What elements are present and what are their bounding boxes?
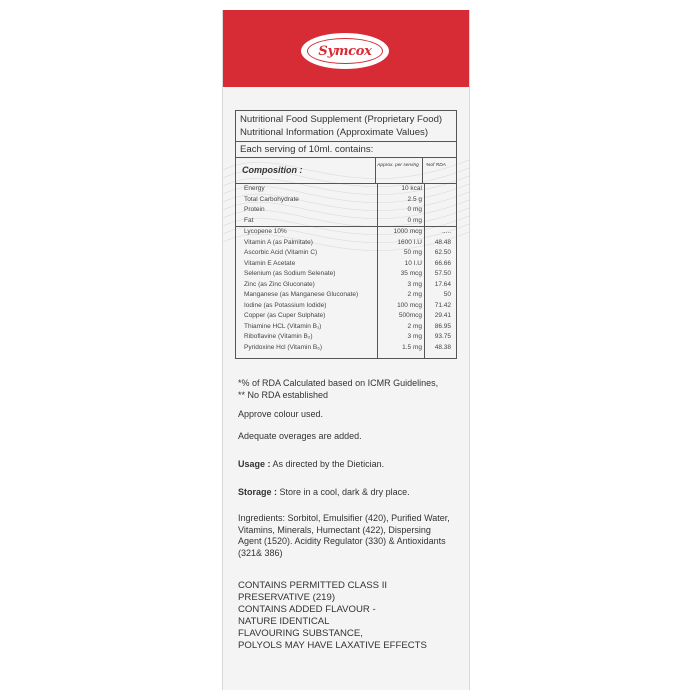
storage-label: Storage : <box>238 487 278 497</box>
nutrient-row <box>236 280 456 291</box>
nutrient-row <box>236 227 456 238</box>
nutrient-rda: 57.50 <box>434 270 451 277</box>
nutrient-rda: 93.75 <box>434 333 451 340</box>
colour-note: Approve colour used. <box>238 409 324 419</box>
nutrient-rda <box>425 216 454 227</box>
no-rda-note: ** No RDA established <box>238 389 329 400</box>
warning-line: CONTAINS ADDED FLAVOUR - <box>238 604 376 615</box>
ingredients-text: Ingredients: Sorbitol, Emulsifier (420), Purified Water, Vitamins, Minerals, Humectant (422), Dispersing Agent (1520). Acidity Regulator (330) & Antioxidants (321& 386) <box>238 513 450 558</box>
nutrient-amount: 3 mg <box>378 280 425 291</box>
usage-label: Usage : <box>238 459 271 469</box>
composition-label: Composition : <box>236 158 376 183</box>
nutrient-rda: 86.95 <box>434 322 451 330</box>
nutrient-rda: ..... <box>441 228 451 235</box>
usage-text: As directed by the Dietician. <box>270 459 385 469</box>
nutrient-name: Selenium (as Sodium Selenate) <box>236 269 378 280</box>
nutrient-amount: 35 mcg <box>378 269 425 280</box>
nutrient-row <box>236 184 456 195</box>
nutrient-amount: 50 mg <box>378 248 425 259</box>
nutrient-name: Iodine (as Potassium Iodide) <box>236 301 378 312</box>
nutrient-amount: 2 mg <box>378 290 425 301</box>
nutrient-row <box>236 238 456 249</box>
nutrient-amount: 2 mg <box>378 322 425 333</box>
nutrient-amount: 0 mg <box>378 205 425 216</box>
nutrient-row <box>236 290 456 301</box>
nutrient-amount: 500mcg <box>378 311 425 322</box>
nutrient-row <box>236 311 456 322</box>
nutrient-rda: 71.42 <box>434 301 451 309</box>
rda-note-block <box>238 378 453 401</box>
warning-line: POLYOLS MAY HAVE LAXATIVE EFFECTS <box>238 640 427 651</box>
nutrient-row <box>236 269 456 280</box>
nutrient-name: Manganese (as Manganese Gluconate) <box>236 290 378 301</box>
table-subtitle: Nutritional Information (Approximate Values) <box>240 127 429 138</box>
warning-line: PRESERVATIVE (219) <box>238 592 336 603</box>
nutrient-row <box>236 259 456 270</box>
table-spacer <box>236 353 456 358</box>
nutrient-amount: 1.5 mg <box>378 343 425 354</box>
nutrient-amount: 1600 I.U <box>378 238 425 249</box>
nutrient-row <box>236 343 456 354</box>
nutrient-rda: 48.48 <box>434 238 451 246</box>
nutrient-name: Lycopene 10% <box>236 227 378 238</box>
nutrient-amount: 100 mcg <box>378 301 425 312</box>
warning-line: CONTAINS PERMITTED CLASS II <box>238 580 388 591</box>
serving-size: Each serving of 10ml. contains: <box>236 141 456 158</box>
nutrient-rda: 62.50 <box>434 249 451 256</box>
nutrient-amount: 0 mg <box>378 216 425 227</box>
nutrient-rda: 48.38 <box>434 343 451 351</box>
symcox-logo <box>303 35 387 67</box>
nutrient-rda <box>425 184 454 195</box>
nutrient-name: Copper (as Cuper Sulphate) <box>236 311 378 322</box>
nutrient-name: Ascorbic Acid (Vitamin C) <box>236 248 378 259</box>
nutrient-name: Fat <box>236 216 378 227</box>
brand-header <box>223 10 469 87</box>
warning-line: NATURE IDENTICAL <box>238 616 330 627</box>
rda-note: *% of RDA Calculated based on ICMR Guidelines, <box>238 378 439 388</box>
storage-line <box>238 487 453 499</box>
nutrient-row <box>236 322 456 333</box>
nutrient-row <box>236 332 456 343</box>
logo-text: Symcox <box>318 43 372 59</box>
nutrient-group-vitamins-minerals <box>236 226 456 358</box>
nutrition-panel <box>235 110 457 359</box>
nutrient-name: Protein <box>236 205 378 216</box>
warning-line: FLAVOURING SUBSTANCE, <box>238 628 363 639</box>
usage-line <box>238 459 453 471</box>
nutrient-group-basic <box>236 184 456 226</box>
nutrient-name: Energy <box>236 184 378 195</box>
nutrient-name: Total Carbohydrate <box>236 195 378 206</box>
nutrient-rda: 29.41 <box>434 312 451 319</box>
nutrient-amount: 3 mg <box>378 332 425 343</box>
nutrient-name: Pyridoxine Hcl (Vitamin B₆) <box>236 343 378 354</box>
nutrient-name: Zinc (as Zinc Gluconate) <box>236 280 378 291</box>
nutrient-row <box>236 248 456 259</box>
nutrient-name: Vitamin E Acetate <box>236 259 378 270</box>
nutrient-name: Thiamine HCL (Vitamin B₁) <box>236 322 378 333</box>
storage-text: Store in a cool, dark & dry place. <box>277 487 410 497</box>
nutrition-table-header <box>235 110 457 359</box>
overages-note: Adequate overages are added. <box>238 431 362 441</box>
nutrient-row <box>236 195 456 206</box>
nutrient-name: Riboflavine (Vitamin B₂) <box>236 332 378 343</box>
nutrient-rda <box>425 205 454 216</box>
approx-column-header: Approx. per serving <box>376 158 423 183</box>
nutrient-rda: 50 <box>443 291 451 298</box>
nutrient-row <box>236 205 456 216</box>
nutrient-rda: 17.64 <box>434 280 451 288</box>
nutrient-name: Vitamin A (as Palmitate) <box>236 238 378 249</box>
nutrient-row <box>236 301 456 312</box>
warning-block <box>238 580 453 652</box>
nutrient-amount: 2.5 g <box>378 195 425 206</box>
composition-header <box>236 158 456 184</box>
nutrient-rda: 66.66 <box>434 259 451 267</box>
nutrient-amount: 10 I.U <box>378 259 425 270</box>
nutrient-rda <box>425 195 454 206</box>
table-title: Nutritional Food Supplement (Proprietary Food) <box>240 114 443 125</box>
nutrient-amount: 1000 mcg <box>378 227 425 238</box>
nutrient-row <box>236 216 456 227</box>
rda-column-header: %of RDA <box>426 163 446 168</box>
nutrient-amount: 10 kcal <box>378 184 425 195</box>
